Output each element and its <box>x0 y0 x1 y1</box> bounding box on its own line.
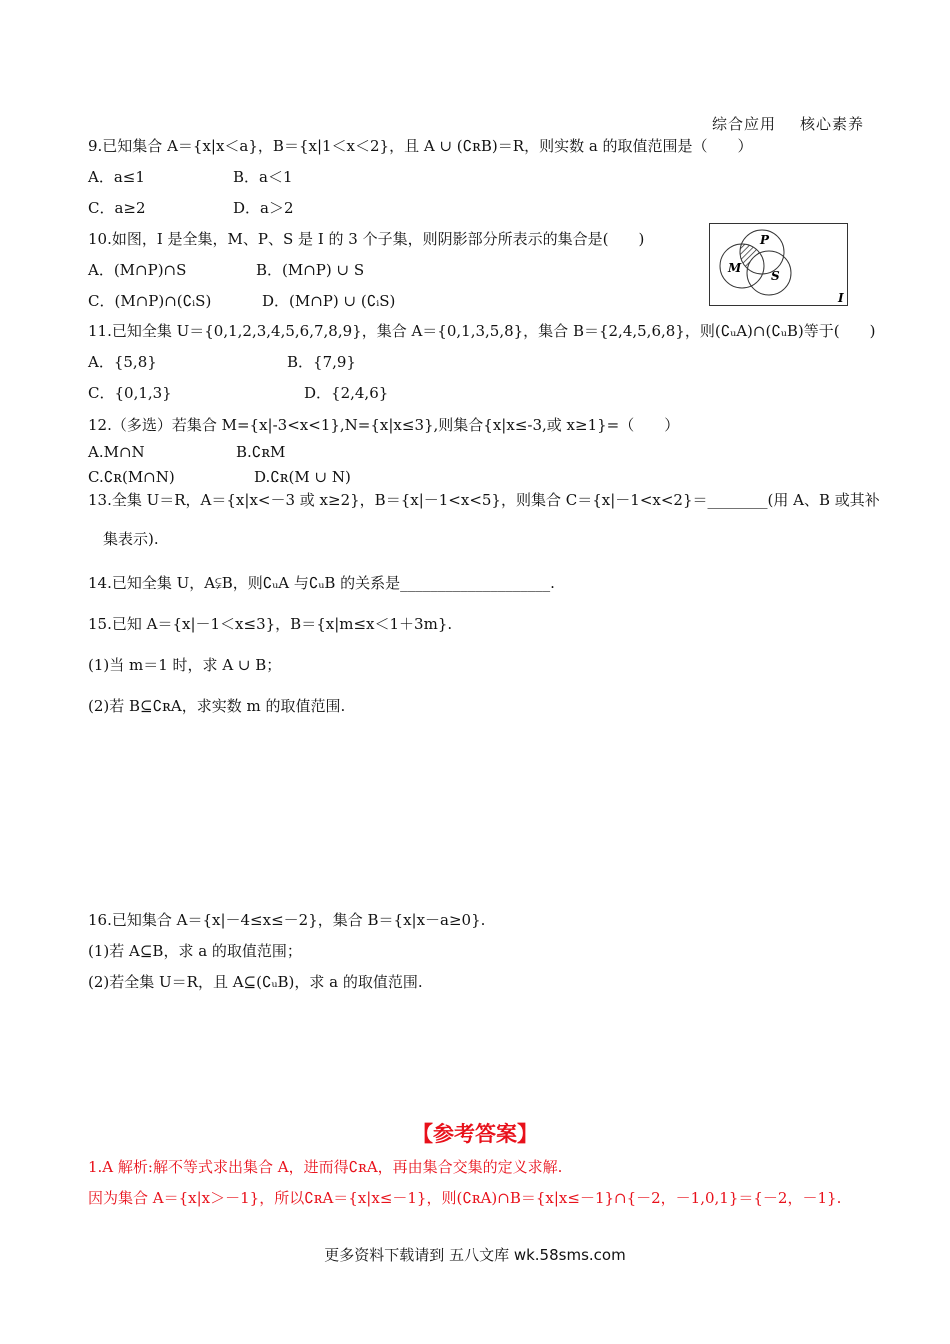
q9-option-d: D．a＞2 <box>233 199 294 217</box>
question-13: 13.全集 U＝R，A＝{x|x<－3 或 x≥2}，B＝{x|－1<x<5}，则集合 C＝{x|－1<x<2}＝________(用 A、B 或其补 <box>88 491 880 509</box>
answer-1-detail: 因为集合 A＝{x|x＞－1}，所以∁ʀA＝{x|x≤－1}，则(∁ʀA)∩B＝{x|x≤－1}∩{－2，－1,0,1}＝{－2，－1}. <box>88 1189 842 1207</box>
header-left: 综合应用 <box>711 115 776 133</box>
question-16-part1: (1)若 A⊆B，求 a 的取值范围； <box>88 942 302 960</box>
q11-option-a: A．{5,8} <box>88 353 157 371</box>
question-16: 16.已知集合 A＝{x|－4≤x≤－2}，集合 B＝{x|x－a≥0}. <box>88 911 486 929</box>
question-9: 9.已知集合 A＝{x|x＜a}，B＝{x|1＜x＜2}，且 A ∪ (∁ʀB)＝R，则实数 a 的取值范围是（ ） <box>88 137 753 155</box>
answers-title: 【参考答案】 <box>412 1122 538 1146</box>
question-12: 12.（多选）若集合 M={x|-3<x<1},N={x|x≤3},则集合{x|x≤-3,或 x≥1}=（ ） <box>88 416 680 434</box>
question-10: 10.如图，I 是全集，M、P、S 是 I 的 3 个子集，则阴影部分所表示的集合是( ) <box>88 230 645 248</box>
q12-option-b: B.∁ʀM <box>236 443 286 461</box>
question-14: 14.已知全集 U，A⫋B，则∁ᵤA 与∁ᵤB 的关系是____________________. <box>88 574 555 592</box>
q11-option-b: B．{7,9} <box>287 353 356 371</box>
label-s: S <box>771 269 780 283</box>
venn-diagram <box>709 223 849 307</box>
question-16-part2: (2)若全集 U＝R，且 A⊆(∁ᵤB)，求 a 的取值范围. <box>88 973 423 991</box>
q10-option-a: A．(M∩P)∩S <box>88 261 187 279</box>
q9-option-c: C．a≥2 <box>88 199 146 217</box>
label-p: P <box>760 233 770 247</box>
question-15-part1: (1)当 m＝1 时，求 A ∪ B； <box>88 656 282 674</box>
q10-option-d: D．(M∩P) ∪ (∁ᵢS) <box>262 292 396 310</box>
q10-option-c: C．(M∩P)∩(∁ᵢS) <box>88 292 212 310</box>
q12-option-a: A.M∩N <box>88 443 145 461</box>
q12-option-d: D.∁ʀ(M ∪ N) <box>254 468 351 486</box>
label-m: M <box>728 261 742 275</box>
question-13-cont: 集表示). <box>103 530 159 548</box>
header-right: 核心素养 <box>799 115 864 133</box>
q10-option-b: B．(M∩P) ∪ S <box>256 261 365 279</box>
q11-option-c: C．{0,1,3} <box>88 384 172 402</box>
q9-option-b: B．a＜1 <box>233 168 293 186</box>
question-15: 15.已知 A＝{x|－1＜x≤3}，B＝{x|m≤x＜1＋3m}. <box>88 615 453 633</box>
question-11: 11.已知全集 U＝{0,1,2,3,4,5,6,7,8,9}，集合 A＝{0,1,3,5,8}，集合 B＝{2,4,5,6,8}，则(∁ᵤA)∩(∁ᵤB)等于( ) <box>88 322 876 340</box>
question-15-part2: (2)若 B⊆∁ʀA，求实数 m 的取值范围. <box>88 697 346 715</box>
page-header <box>688 113 864 134</box>
q11-option-d: D．{2,4,6} <box>304 384 389 402</box>
label-i: I <box>838 291 844 305</box>
q9-option-a: A．a≤1 <box>88 168 145 186</box>
answer-1: 1.A 解析:解不等式求出集合 A，进而得∁ʀA，再由集合交集的定义求解. <box>88 1158 563 1176</box>
page-footer: 更多资料下载请到 五八文库 wk.58sms.com <box>324 1246 626 1264</box>
q12-option-c: C.∁ʀ(M∩N) <box>88 468 175 486</box>
